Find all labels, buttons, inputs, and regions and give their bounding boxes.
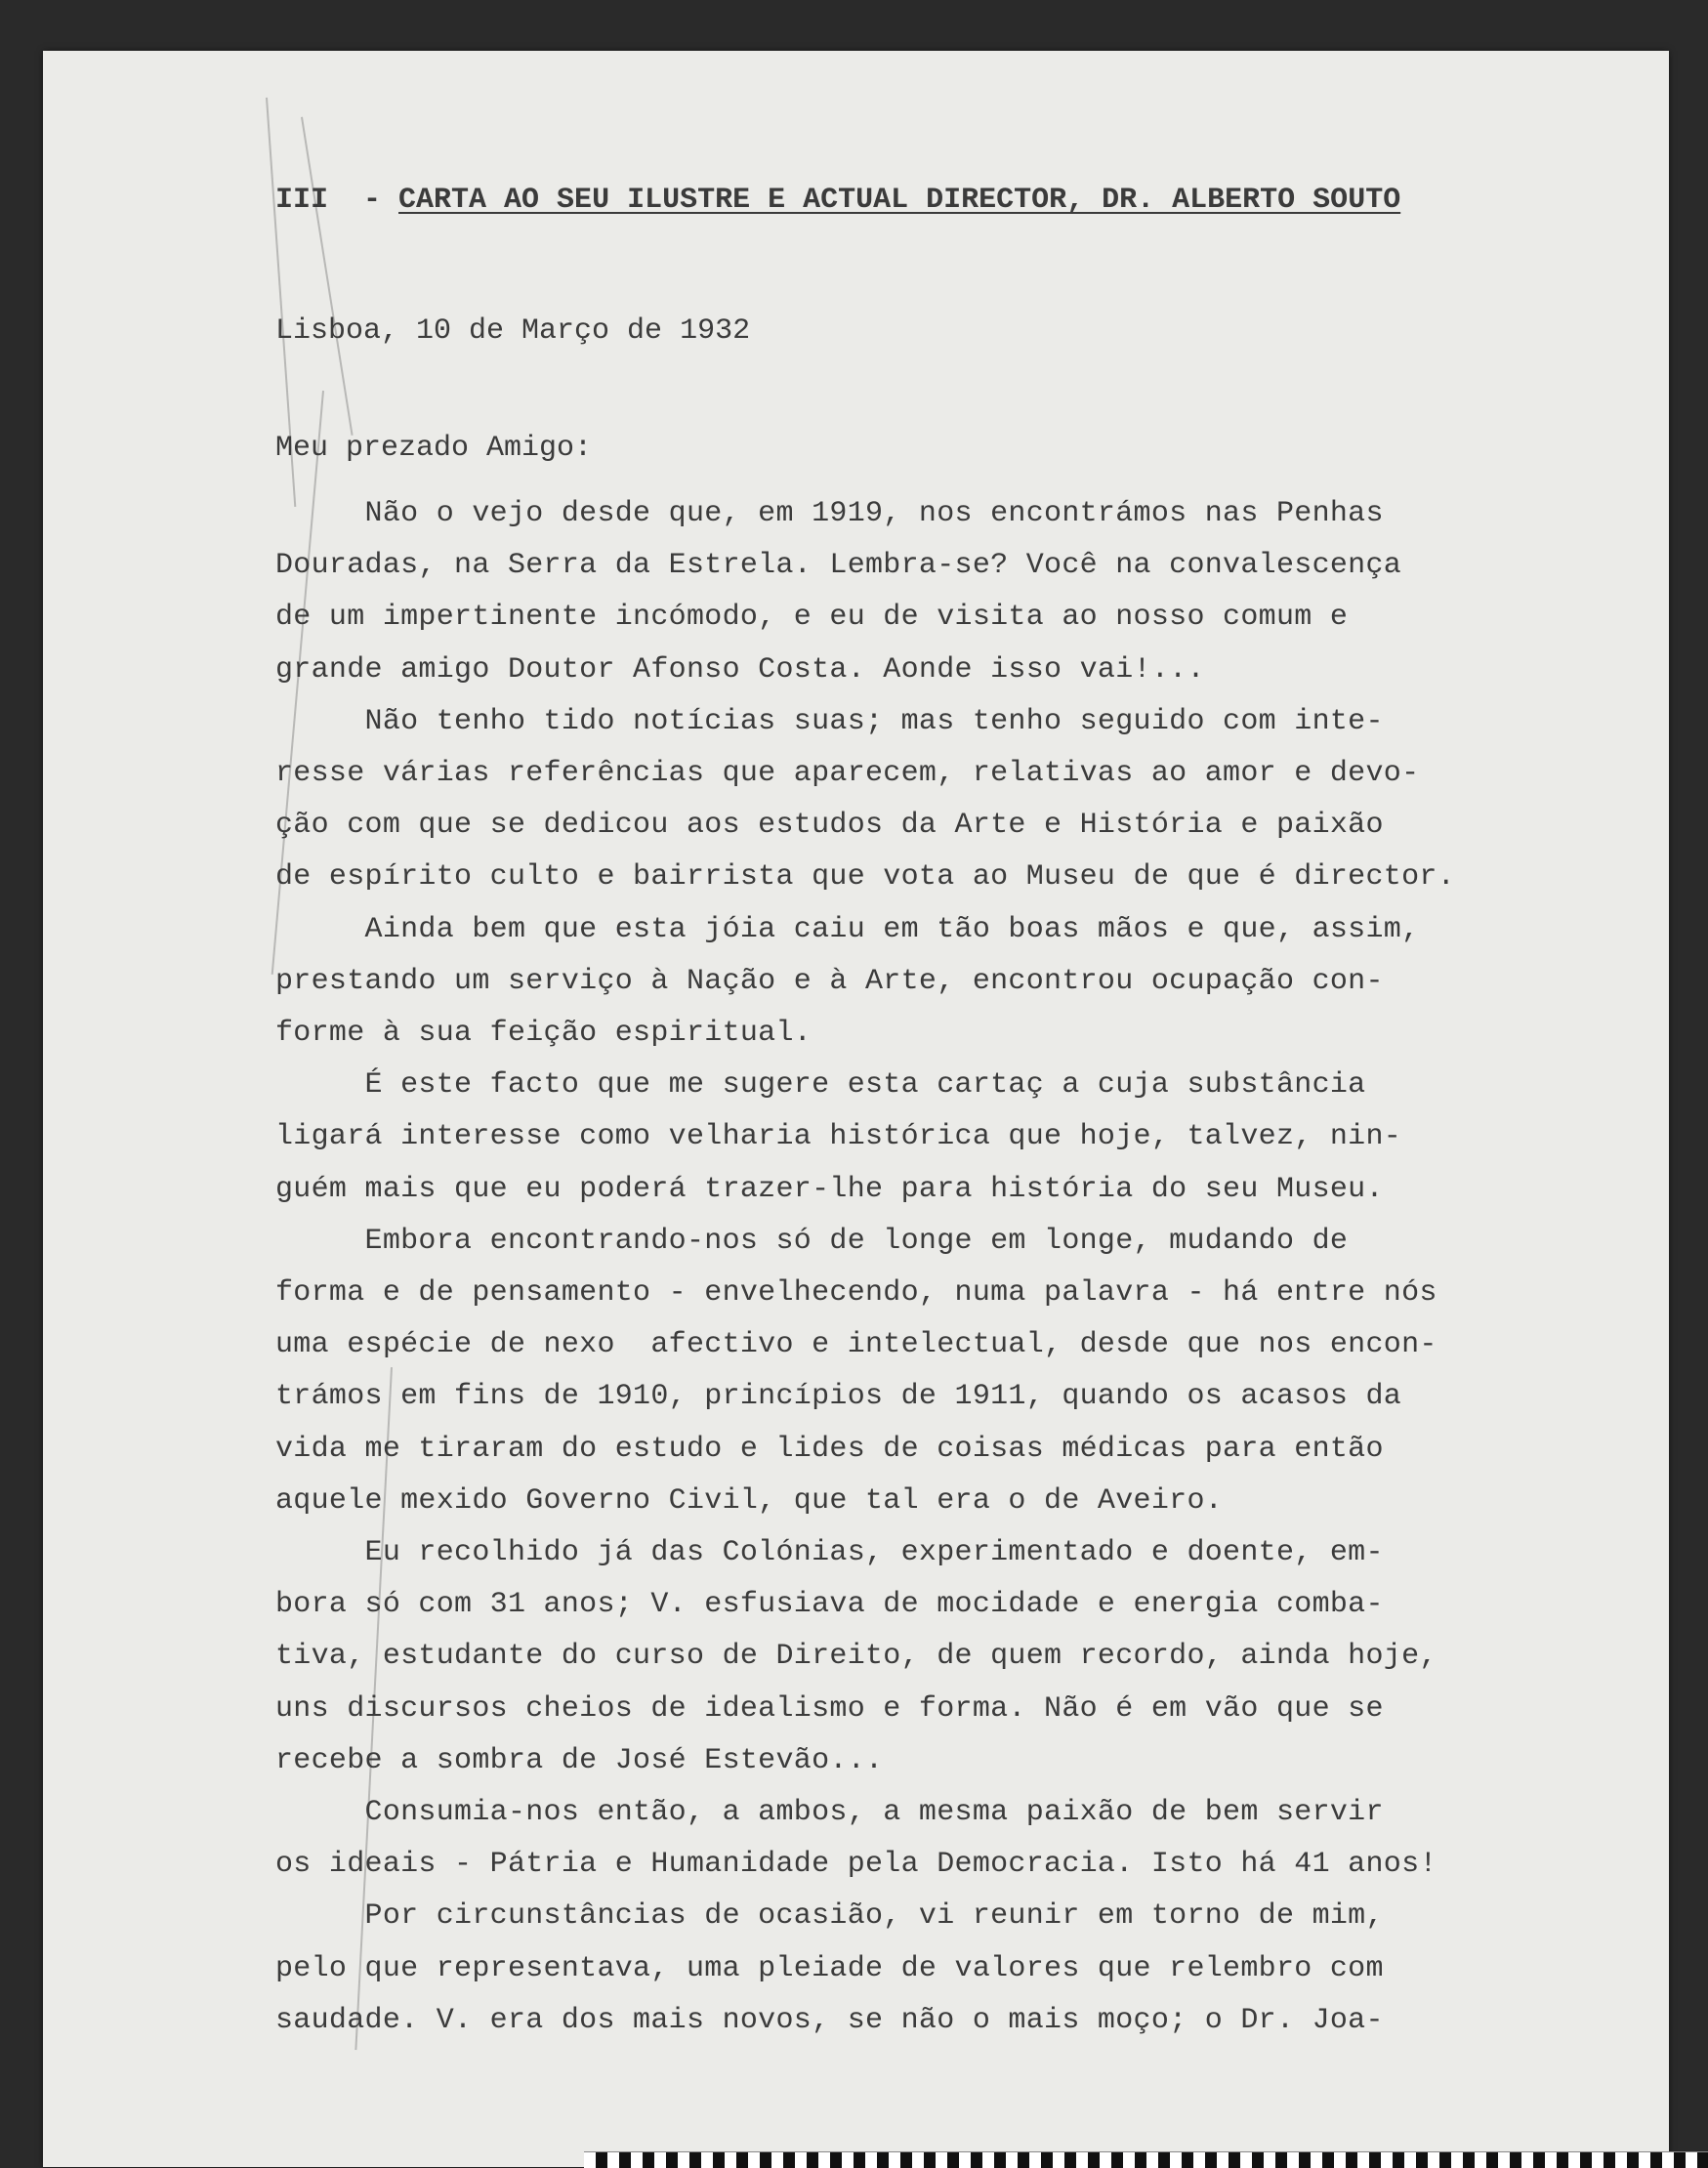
- body-line: Eu recolhido já das Colónias, experimentado e doente, em-: [275, 1536, 1384, 1570]
- body-line: uns discursos cheios de idealismo e forma. Não é em vão que se: [275, 1691, 1384, 1726]
- body-line: ligará interesse como velharia histórica que hoje, talvez, nin-: [275, 1120, 1402, 1154]
- body-line: recebe a sombra de José Estevão...: [275, 1743, 884, 1777]
- body-line: resse várias referências que aparecem, relativas ao amor e devo-: [275, 757, 1420, 791]
- scale-ruler: [584, 2151, 1708, 2168]
- body-line: bora só com 31 anos; V. esfusiava de mocidade e energia comba-: [275, 1588, 1384, 1622]
- letter-body: [275, 488, 1535, 2047]
- body-line: prestando um serviço à Nação e à Arte, encontrou ocupação con-: [275, 964, 1384, 998]
- body-line: pelo que representava, uma pleiade de valores que relembro com: [275, 1951, 1384, 1985]
- body-line: os ideais - Pátria e Humanidade pela Democracia. Isto há 41 anos!: [275, 1848, 1437, 1882]
- body-line: forme à sua feição espiritual.: [275, 1017, 812, 1051]
- body-line: saudade. V. era dos mais novos, se não o mais moço; o Dr. Joa-: [275, 2003, 1384, 2037]
- body-line: de um impertinente incómodo, e eu de visita ao nosso comum e: [275, 601, 1349, 635]
- body-line: Douradas, na Serra da Estrela. Lembra-se? Você na convalescença: [275, 549, 1402, 583]
- body-line: grande amigo Doutor Afonso Costa. Aonde isso vai!...: [275, 652, 1205, 687]
- body-line: vida me tiraram do estudo e lides de coisas médicas para então: [275, 1432, 1384, 1466]
- heading-title: CARTA AO SEU ILUSTRE E ACTUAL DIRECTOR, DR. ALBERTO SOUTO: [398, 184, 1401, 217]
- body-line: aquele mexido Governo Civil, que tal era o de Aveiro.: [275, 1483, 1224, 1518]
- heading-number: III -: [275, 184, 399, 217]
- body-line: Não tenho tido notícias suas; mas tenho seguido com inte-: [275, 704, 1384, 738]
- body-line: tiva, estudante do curso de Direito, de quem recordo, ainda hoje,: [275, 1640, 1437, 1674]
- body-line: Ainda bem que esta jóia caiu em tão boas mãos e que, assim,: [275, 912, 1420, 946]
- body-line: Embora encontrando-nos só de longe em longe, mudando de: [275, 1224, 1349, 1258]
- letter-heading: [275, 184, 1400, 217]
- body-line: forma e de pensamento - envelhecendo, numa palavra - há entre nós: [275, 1276, 1437, 1311]
- body-line: Por circunstâncias de ocasião, vi reunir em torno de mim,: [275, 1899, 1384, 1934]
- dateline: Lisboa, 10 de Março de 1932: [275, 314, 751, 348]
- body-line: de espírito culto e bairrista que vota ao Museu de que é director.: [275, 860, 1455, 895]
- body-line: Não o vejo desde que, em 1919, nos encontrámos nas Penhas: [275, 497, 1384, 530]
- body-line: ção com que se dedicou aos estudos da Arte e História e paixão: [275, 809, 1384, 843]
- salutation: Meu prezado Amigo:: [275, 432, 593, 465]
- body-line: trámos em fins de 1910, princípios de 1911, quando os acasos da: [275, 1380, 1402, 1414]
- body-line: Consumia-nos então, a ambos, a mesma paixão de bem servir: [275, 1796, 1384, 1830]
- body-line: uma espécie de nexo afectivo e intelectual, desde que nos encon-: [275, 1328, 1437, 1362]
- body-line: É este facto que me sugere esta cartaç a cuja substância: [275, 1068, 1366, 1103]
- body-line: guém mais que eu poderá trazer-lhe para história do seu Museu.: [275, 1172, 1384, 1206]
